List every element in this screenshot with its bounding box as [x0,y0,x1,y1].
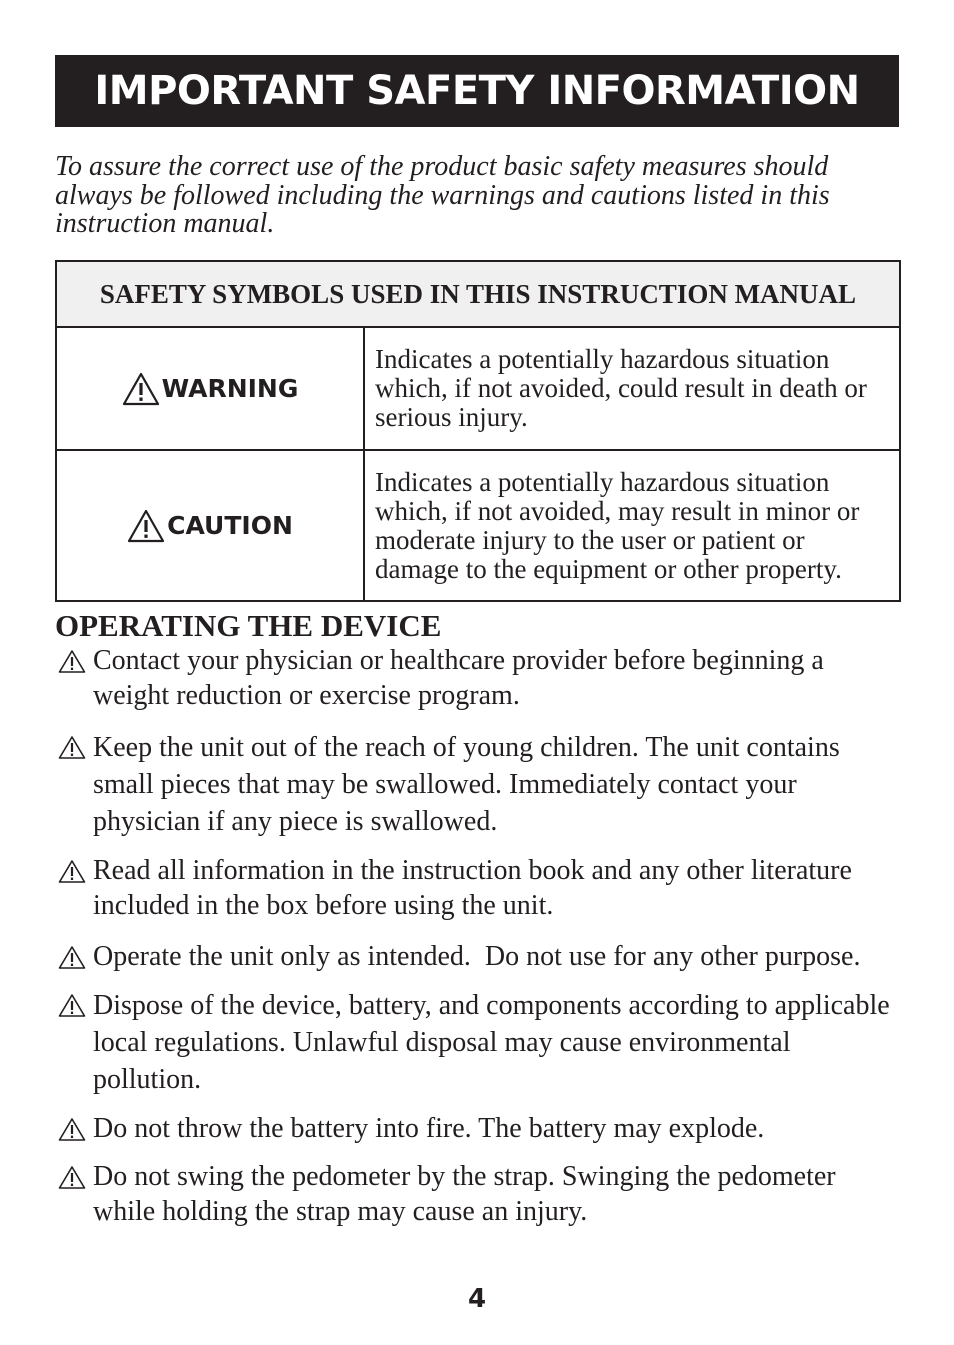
list-item-text: Do not throw the battery into fire. The battery may explode. [93,1113,765,1144]
warning-triangle-icon [58,1117,86,1142]
warning-label: WARNING [161,374,299,403]
warning-triangle-icon [58,859,86,884]
list-item-text: Do not swing the pedometer by the strap. Swinging the pedometer while holding the strap may cause an injury. [93,1161,836,1227]
warning-triangle-icon [58,735,86,760]
table-row-caution [57,451,899,600]
caution-label-cell [57,451,365,600]
warning-triangle-icon [58,1165,86,1190]
list-item-text: Operate the unit only as intended. Do not use for any other purpose. [93,941,861,972]
warning-triangle-icon [127,509,165,543]
page-title: IMPORTANT SAFETY INFORMATION [55,55,899,127]
warning-triangle-icon [122,372,160,406]
list-item-text: Dispose of the device, battery, and components according to applicable local regulations. Unlawful disposal may cause environmental pollution. [93,990,890,1095]
caution-label: CAUTION [167,511,293,540]
warning-description: Indicates a potentially hazardous situation which, if not avoided, could result in death or serious injury. [375,344,867,432]
list-item-text: Keep the unit out of the reach of young children. The unit contains small pieces that may be swallowed. Immediately contact your physician if any piece is swallowed. [93,732,840,837]
warning-triangle-icon [58,993,86,1018]
caution-description: Indicates a potentially hazardous situation which, if not avoided, may result in minor or moderate injury to the user or patient or damage to the equipment or other property. [375,466,860,584]
list-item-text: Read all information in the instruction book and any other literature included in the box before using the unit. [93,855,852,921]
intro-paragraph: To assure the correct use of the product basic safety measures should always be followed including the warnings and cautions listed in this instruction manual. [55,151,830,239]
safety-symbols-table [55,260,901,602]
section-title: OPERATING THE DEVICE [55,608,442,643]
page-number: 4 [467,1284,487,1314]
table-row-warning [57,328,899,451]
table-header: SAFETY SYMBOLS USED IN THIS INSTRUCTION MANUAL [57,262,899,328]
list-item-text: Contact your physician or healthcare provider before beginning a weight reduction or exercise program. [93,645,824,711]
warning-triangle-icon [58,945,86,970]
warning-label-cell [57,328,365,449]
warning-triangle-icon [58,649,86,674]
